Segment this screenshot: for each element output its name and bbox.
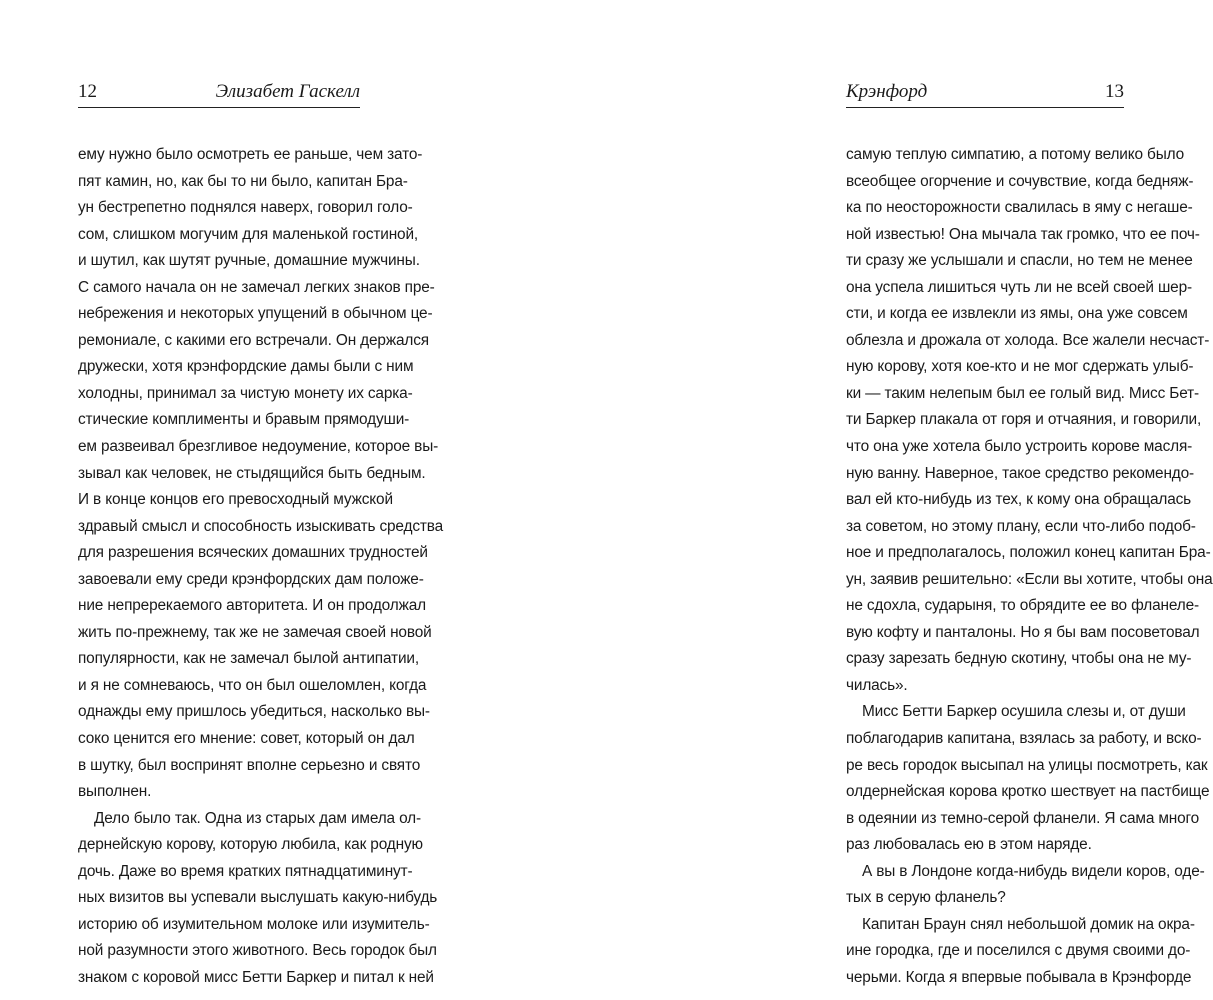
text-line: жить по-прежнему, так же не замечая своей новой bbox=[78, 623, 432, 641]
text-line: популярности, как не замечал былой антипатии, bbox=[78, 650, 419, 668]
text-line: в одеянии из темно-серой фланели. Я сама много bbox=[846, 809, 1200, 827]
text-line: пят камин, но, как бы то ни было, капитан Бра- bbox=[78, 172, 408, 190]
running-head-author: Элизабет Гаскелл bbox=[215, 81, 360, 102]
text-line: дружески, хотя крэнфордские дамы были с ним bbox=[78, 358, 414, 376]
right-page bbox=[400, 0, 1213, 1000]
header-rule bbox=[78, 107, 360, 108]
text-line: зывал как человек, не стыдящийся быть бедным. bbox=[78, 464, 426, 482]
text-line: и шутил, как шутят ручные, домашние мужчины. bbox=[78, 252, 420, 270]
text-line: соко ценится его мнение: совет, который он дал bbox=[78, 730, 415, 748]
text-line: всеобщее огорчение и сочувствие, когда бедняж- bbox=[846, 172, 1194, 190]
left-page-header bbox=[78, 80, 360, 108]
text-line: в шутку, был воспринят вполне серьезно и свято bbox=[78, 756, 421, 774]
left-page bbox=[0, 0, 444, 1000]
text-line: сти, и когда ее извлекли из ямы, она уже совсем bbox=[846, 305, 1188, 323]
left-page-text bbox=[78, 142, 444, 992]
text-line: ных визитов вы успевали выслушать какую-нибудь bbox=[78, 889, 438, 907]
text-line: ной известью! Она мычала так громко, что ее поч- bbox=[846, 225, 1200, 243]
text-line: И в конце концов его превосходный мужской bbox=[78, 491, 393, 509]
text-line: ную корову, хотя кое-кто и не мог сдержать улыб- bbox=[846, 358, 1194, 376]
text-line: самую теплую симпатию, а потому велико было bbox=[846, 146, 1185, 163]
text-line: тых в серую фланель? bbox=[846, 889, 1006, 907]
text-line: завоевали ему среди крэнфордских дам положе- bbox=[78, 570, 424, 588]
text-line: сом, слишком могучим для маленькой гостиной, bbox=[78, 225, 419, 243]
right-page-header bbox=[846, 80, 1124, 108]
text-line: выполнен. bbox=[78, 783, 152, 801]
text-line: ем развеивал брезгливое недоумение, которое вы- bbox=[78, 438, 439, 456]
text-line: знаком с коровой мисс Бетти Баркер и питал к ней bbox=[78, 968, 434, 986]
text-line: ун, заявив решительно: «Если вы хотите, чтобы она bbox=[846, 570, 1213, 588]
text-line: ине городка, где и поселился с двумя своими до- bbox=[846, 942, 1191, 960]
text-line: и я не сомневаюсь, что он был ошеломлен, когда bbox=[78, 676, 427, 694]
text-line: ун бестрепетно поднялся наверх, говорил голо- bbox=[78, 199, 413, 217]
text-line: стические комплименты и бравым прямодуши- bbox=[78, 411, 410, 429]
text-line: ти сразу же услышали и спасли, но тем не менее bbox=[846, 252, 1193, 270]
text-line: ную ванну. Наверное, такое средство рекомендо- bbox=[846, 464, 1195, 482]
text-line: ки — таким нелепым был ее голый вид. Мисс Бет- bbox=[846, 384, 1199, 402]
text-line: она успела лишиться чуть ли не всей своей шер- bbox=[846, 278, 1192, 296]
text-line: дочь. Даже во время кратких пятнадцатиминут- bbox=[78, 862, 413, 880]
text-line: олдернейская корова кротко шествует на пастбище bbox=[846, 783, 1210, 801]
text-line: Капитан Браун снял небольшой домик на окра- bbox=[862, 915, 1195, 933]
text-line: ное и предполагалось, положил конец капитан Бра- bbox=[846, 544, 1211, 562]
text-line: за советом, но этому плану, если что-либо подоб- bbox=[846, 517, 1196, 535]
text-line: ре весь городок высыпал на улицы посмотреть, как bbox=[846, 756, 1208, 774]
text-line: Мисс Бетти Баркер осушила слезы и, от души bbox=[862, 703, 1186, 721]
text-line: поблагодарив капитана, взялась за работу, и вско- bbox=[846, 730, 1202, 748]
page-number: 13 bbox=[1105, 81, 1124, 102]
text-line: небрежения и некоторых упущений в обычном це- bbox=[78, 305, 433, 323]
page-number: 12 bbox=[78, 81, 97, 102]
text-line: не сдохла, сударыня, то обрядите ее во фланеле- bbox=[846, 597, 1199, 615]
text-line: чилась». bbox=[846, 676, 908, 694]
text-line: ной разумности этого животного. Весь городок был bbox=[78, 942, 437, 960]
text-line: что она уже хотела было устроить корове масля- bbox=[846, 438, 1193, 456]
running-head-title: Крэнфорд bbox=[846, 81, 928, 102]
text-line: холодны, принимал за чистую монету их сарка- bbox=[78, 384, 413, 402]
text-line: вую кофту и панталоны. Но я бы вам посоветовал bbox=[846, 623, 1200, 641]
text-line: А вы в Лондоне когда-нибудь видели коров, оде- bbox=[862, 862, 1205, 880]
text-line: Дело было так. Одна из старых дам имела ол- bbox=[94, 809, 421, 827]
text-line: историю об изумительном молоке или изумитель- bbox=[78, 915, 430, 933]
text-line: однажды ему пришлось убедиться, насколько вы- bbox=[78, 703, 430, 721]
text-line: для разрешения всяческих домашних трудностей bbox=[78, 544, 428, 562]
text-line: ние непререкаемого авторитета. И он продолжал bbox=[78, 597, 426, 615]
text-line: ти Баркер плакала от горя и отчаяния, и говорили, bbox=[846, 411, 1202, 429]
text-line: облезла и дрожала от холода. Все жалели несчаст- bbox=[846, 331, 1210, 349]
text-line: дернейскую корову, которую любила, как родную bbox=[78, 836, 423, 854]
text-line: сразу зарезать бедную скотину, чтобы она не му- bbox=[846, 650, 1192, 668]
text-line: черьми. Когда я впервые побывала в Крэнфорде bbox=[846, 968, 1192, 986]
header-rule bbox=[846, 107, 1124, 108]
text-line: С самого начала он не замечал легких знаков пре- bbox=[78, 278, 435, 296]
text-line: ремониале, с какими его встречали. Он держался bbox=[78, 331, 429, 349]
text-line: ка по неосторожности свалилась в яму с негаше- bbox=[846, 199, 1193, 217]
text-line: раз любовалась ею в этом наряде. bbox=[846, 836, 1092, 854]
text-line: здравый смысл и способность изыскивать средства bbox=[78, 517, 444, 535]
right-page-text bbox=[846, 142, 1213, 992]
text-line: вал ей кто-нибудь из тех, к кому она обращалась bbox=[846, 491, 1192, 509]
text-line: ему нужно было осмотреть ее раньше, чем зато- bbox=[78, 146, 423, 163]
